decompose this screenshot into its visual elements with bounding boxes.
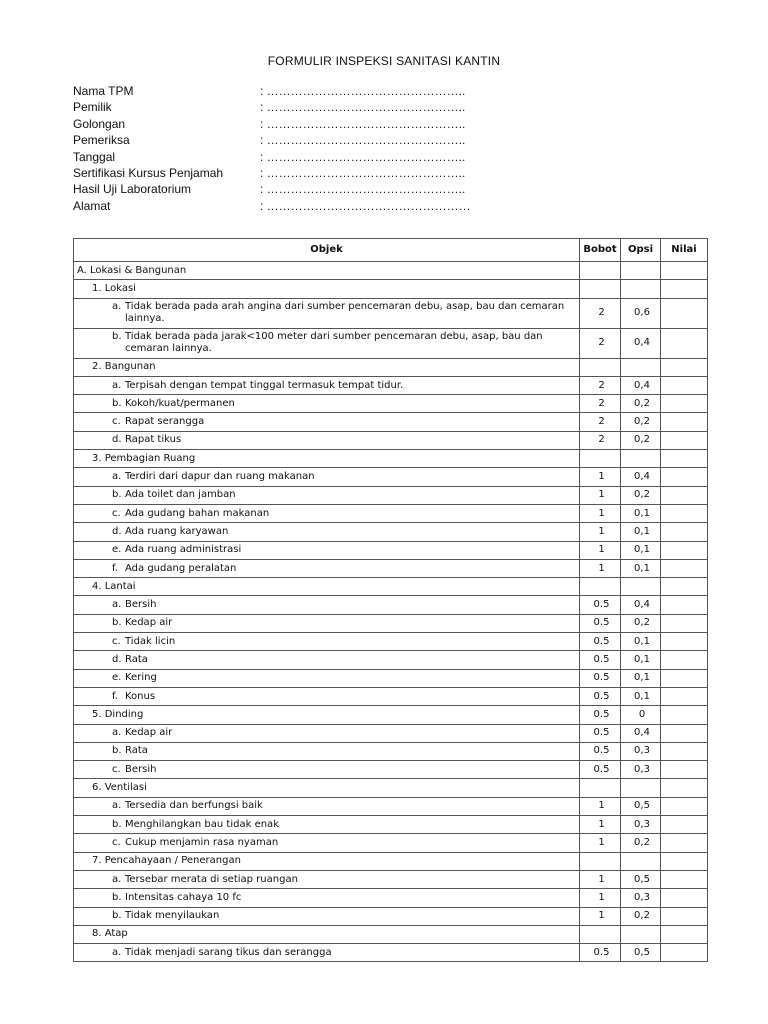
opsi-cell: 0,4 — [621, 596, 661, 614]
item-label: a. — [112, 873, 122, 885]
item-text: Ada gudang peralatan — [125, 562, 237, 574]
objek-cell — [74, 280, 580, 298]
opsi-cell — [621, 925, 661, 943]
opsi-cell: 0,2 — [621, 907, 661, 925]
objek-cell — [74, 578, 580, 596]
header-bobot: Bobot — [580, 239, 621, 262]
subsection-heading: 5. Dinding — [92, 708, 144, 720]
opsi-cell: 0,3 — [621, 742, 661, 760]
opsi-cell: 0,1 — [621, 633, 661, 651]
objek-cell — [74, 395, 580, 413]
opsi-cell: 0,4 — [621, 468, 661, 486]
item-label: a. — [112, 599, 122, 611]
item-text: Tidak licin — [125, 635, 176, 647]
item-label: d. — [112, 653, 122, 665]
bobot-cell — [580, 358, 621, 376]
objek-cell — [74, 870, 580, 888]
objek-cell — [74, 450, 580, 468]
nilai-cell[interactable] — [661, 358, 708, 376]
objek-cell — [74, 889, 580, 907]
info-section — [73, 83, 471, 214]
opsi-cell — [621, 779, 661, 797]
nilai-cell[interactable] — [661, 633, 708, 651]
item-text: Ada toilet dan jamban — [125, 489, 236, 501]
table-row — [74, 262, 708, 280]
info-label: Hasil Uji Laboratorium — [73, 182, 192, 197]
item-text: Bersih — [125, 763, 157, 775]
objek-cell — [74, 596, 580, 614]
bobot-cell: 2 — [580, 298, 621, 328]
form-title: FORMULIR INSPEKSI SANITASI KANTIN — [267, 54, 501, 68]
table-row — [74, 870, 708, 888]
nilai-cell[interactable] — [661, 669, 708, 687]
item-label: b. — [112, 489, 122, 501]
item-label: c. — [112, 635, 121, 647]
objek-cell — [74, 486, 580, 504]
item-text: Tidak menyilaukan — [125, 910, 220, 922]
info-label: Nama TPM — [73, 84, 134, 98]
bobot-cell — [580, 578, 621, 596]
subsection-heading: 8. Atap — [92, 928, 128, 940]
objek-cell — [74, 907, 580, 925]
item-label: c. — [112, 763, 121, 775]
table-row — [74, 486, 708, 504]
nilai-cell[interactable] — [661, 614, 708, 632]
bobot-cell: 2 — [580, 413, 621, 431]
table-row — [74, 633, 708, 651]
nilai-cell[interactable] — [661, 298, 708, 328]
item-label: c. — [112, 416, 121, 428]
nilai-cell[interactable] — [661, 328, 708, 358]
opsi-cell: 0,3 — [621, 761, 661, 779]
nilai-cell[interactable] — [661, 376, 708, 394]
subsection-heading: 6. Ventilasi — [92, 782, 147, 794]
opsi-cell: 0,2 — [621, 413, 661, 431]
nilai-cell[interactable] — [661, 944, 708, 962]
info-row — [73, 198, 471, 214]
bobot-cell: 0.5 — [580, 633, 621, 651]
subsection-heading: 4. Lantai — [92, 580, 136, 592]
nilai-cell[interactable] — [661, 706, 708, 724]
item-label: e. — [112, 672, 122, 684]
item-label: d. — [112, 525, 122, 537]
table-row — [74, 706, 708, 724]
table-row — [74, 669, 708, 687]
item-label: a. — [112, 800, 122, 812]
item-label: c. — [112, 507, 121, 519]
bobot-cell: 0.5 — [580, 742, 621, 760]
info-label: Pemeriksa — [73, 133, 130, 148]
info-value-field[interactable]: : ………………………………………….. — [260, 149, 466, 164]
table-row — [74, 298, 708, 328]
info-value-field[interactable]: : ………………………………………….. — [260, 182, 466, 197]
info-value-field[interactable]: : ………………………………………….. — [260, 84, 466, 98]
subsection-heading: 2. Bangunan — [92, 361, 156, 373]
objek-cell — [74, 298, 580, 328]
item-label: e. — [112, 544, 122, 556]
bobot-cell — [580, 450, 621, 468]
opsi-cell: 0,1 — [621, 504, 661, 522]
bobot-cell: 0.5 — [580, 706, 621, 724]
opsi-cell: 0,1 — [621, 523, 661, 541]
info-value-field[interactable]: : ………………………………………….. — [260, 133, 466, 148]
bobot-cell: 0.5 — [580, 651, 621, 669]
table-row — [74, 523, 708, 541]
item-text: Konus — [125, 690, 156, 702]
info-label: Pemilik — [73, 100, 112, 115]
bobot-cell: 1 — [580, 797, 621, 815]
table-row — [74, 852, 708, 870]
table-row — [74, 504, 708, 522]
nilai-cell[interactable] — [661, 578, 708, 596]
opsi-cell: 0,5 — [621, 797, 661, 815]
objek-cell — [74, 834, 580, 852]
objek-cell — [74, 413, 580, 431]
objek-cell — [74, 742, 580, 760]
objek-cell — [74, 559, 580, 577]
item-label: f. — [112, 690, 118, 702]
nilai-cell[interactable] — [661, 541, 708, 559]
item-label: c. — [112, 836, 121, 848]
item-text: Ada gudang bahan makanan — [125, 507, 270, 519]
table-row — [74, 761, 708, 779]
opsi-cell: 0,3 — [621, 816, 661, 834]
opsi-cell: 0,2 — [621, 486, 661, 504]
nilai-cell[interactable] — [661, 889, 708, 907]
item-text: Tidak berada pada arah angina dari sumber pencemaran debu, asap, bau dan cemaran lainnya. — [125, 301, 565, 325]
item-label: b. — [112, 818, 122, 830]
table-row — [74, 395, 708, 413]
item-text: Kering — [125, 672, 157, 684]
info-row — [73, 99, 471, 115]
bobot-cell: 2 — [580, 376, 621, 394]
subsection-heading: 1. Lokasi — [92, 282, 136, 294]
item-label: f. — [112, 562, 118, 574]
bobot-cell: 2 — [580, 328, 621, 358]
item-text: Cukup menjamin rasa nyaman — [125, 836, 279, 848]
table-row — [74, 450, 708, 468]
info-row — [73, 149, 471, 165]
item-text: Tersedia dan berfungsi baik — [125, 800, 263, 812]
bobot-cell — [580, 779, 621, 797]
item-text: Tersebar merata di setiap ruangan — [125, 873, 298, 885]
nilai-cell[interactable] — [661, 816, 708, 834]
item-label: b. — [112, 910, 122, 922]
bobot-cell: 0.5 — [580, 669, 621, 687]
opsi-cell: 0 — [621, 706, 661, 724]
bobot-cell: 0.5 — [580, 596, 621, 614]
item-text: Intensitas cahaya 10 fc — [125, 891, 242, 903]
item-text: Rapat tikus — [125, 434, 182, 446]
table-row — [74, 614, 708, 632]
info-value-field[interactable]: : ………………………………………….. — [260, 116, 466, 131]
objek-cell — [74, 761, 580, 779]
opsi-cell — [621, 280, 661, 298]
table-row — [74, 907, 708, 925]
opsi-cell — [621, 450, 661, 468]
item-label: b. — [112, 617, 122, 629]
table-row — [74, 797, 708, 815]
opsi-cell — [621, 262, 661, 280]
nilai-cell[interactable] — [661, 280, 708, 298]
nilai-cell[interactable] — [661, 724, 708, 742]
nilai-cell[interactable] — [661, 431, 708, 449]
table-header-row — [74, 239, 708, 262]
table-row — [74, 358, 708, 376]
opsi-cell: 0,2 — [621, 431, 661, 449]
bobot-cell: 1 — [580, 907, 621, 925]
objek-cell — [74, 852, 580, 870]
info-label: Alamat — [73, 198, 111, 213]
objek-cell — [74, 724, 580, 742]
nilai-cell[interactable] — [661, 925, 708, 943]
opsi-cell: 0,1 — [621, 541, 661, 559]
header-nilai: Nilai — [661, 239, 708, 262]
info-label: Sertifikasi Kursus Penjamah — [73, 165, 224, 180]
bobot-cell — [580, 280, 621, 298]
bobot-cell: 0.5 — [580, 687, 621, 705]
bobot-cell: 1 — [580, 468, 621, 486]
nilai-cell[interactable] — [661, 468, 708, 486]
opsi-cell: 0,2 — [621, 834, 661, 852]
table-row — [74, 431, 708, 449]
bobot-cell: 0.5 — [580, 614, 621, 632]
objek-cell — [74, 504, 580, 522]
objek-cell — [74, 328, 580, 358]
table-row — [74, 889, 708, 907]
item-label: b. — [112, 745, 122, 757]
opsi-cell: 0,2 — [621, 395, 661, 413]
objek-cell — [74, 358, 580, 376]
opsi-cell: 0,3 — [621, 889, 661, 907]
bobot-cell: 1 — [580, 541, 621, 559]
opsi-cell: 0,1 — [621, 669, 661, 687]
info-label: Golongan — [73, 116, 126, 131]
item-label: a. — [112, 946, 122, 958]
nilai-cell[interactable] — [661, 262, 708, 280]
objek-cell — [74, 925, 580, 943]
nilai-cell[interactable] — [661, 834, 708, 852]
table-row — [74, 651, 708, 669]
table-row — [74, 925, 708, 943]
bobot-cell: 2 — [580, 431, 621, 449]
nilai-cell[interactable] — [661, 852, 708, 870]
item-text: Kedap air — [125, 727, 173, 739]
objek-cell — [74, 376, 580, 394]
objek-cell — [74, 541, 580, 559]
objek-cell — [74, 669, 580, 687]
info-value-field[interactable]: : …………………………………………… — [260, 198, 471, 213]
table-row — [74, 328, 708, 358]
info-value-field[interactable]: : ………………………………………….. — [260, 100, 466, 115]
item-text: Rata — [125, 653, 148, 665]
nilai-cell[interactable] — [661, 779, 708, 797]
table-row — [74, 816, 708, 834]
item-text: Tidak berada pada jarak<100 meter dari sumber pencemaran debu, asap, bau dan cemaran lainnya. — [125, 331, 543, 355]
bobot-cell: 1 — [580, 889, 621, 907]
header-objek: Objek — [74, 239, 580, 262]
item-label: d. — [112, 434, 122, 446]
item-label: b. — [112, 891, 122, 903]
table-row — [74, 834, 708, 852]
table-row — [74, 376, 708, 394]
nilai-cell[interactable] — [661, 797, 708, 815]
item-label: a. — [112, 379, 122, 391]
item-label: a. — [112, 727, 122, 739]
table-row — [74, 724, 708, 742]
bobot-cell: 1 — [580, 816, 621, 834]
bobot-cell — [580, 262, 621, 280]
item-text: Terdiri dari dapur dan ruang makanan — [125, 471, 315, 483]
objek-cell — [74, 262, 580, 280]
objek-cell — [74, 614, 580, 632]
info-row — [73, 132, 471, 148]
subsection-heading: 3. Pembagian Ruang — [92, 452, 196, 464]
info-row — [73, 83, 471, 99]
bobot-cell: 2 — [580, 395, 621, 413]
table-row — [74, 742, 708, 760]
objek-cell — [74, 523, 580, 541]
objek-cell — [74, 706, 580, 724]
opsi-cell: 0,5 — [621, 870, 661, 888]
info-row — [73, 116, 471, 132]
objek-cell — [74, 468, 580, 486]
bobot-cell: 1 — [580, 559, 621, 577]
table-row — [74, 541, 708, 559]
objek-cell — [74, 651, 580, 669]
opsi-cell: 0,5 — [621, 944, 661, 962]
nilai-cell[interactable] — [661, 504, 708, 522]
opsi-cell: 0,1 — [621, 651, 661, 669]
bobot-cell: 1 — [580, 486, 621, 504]
inspection-table — [73, 238, 708, 962]
info-label: Tanggal — [73, 149, 116, 164]
item-text: Kedap air — [125, 617, 173, 629]
item-text: Ada ruang karyawan — [125, 525, 229, 537]
table-row — [74, 779, 708, 797]
objek-cell — [74, 633, 580, 651]
opsi-cell: 0,6 — [621, 298, 661, 328]
header-opsi: Opsi — [621, 239, 661, 262]
nilai-cell[interactable] — [661, 596, 708, 614]
objek-cell — [74, 944, 580, 962]
item-text: Terpisah dengan tempat tinggal termasuk tempat tidur. — [125, 379, 404, 391]
opsi-cell: 0,2 — [621, 614, 661, 632]
opsi-cell — [621, 358, 661, 376]
bobot-cell — [580, 852, 621, 870]
opsi-cell: 0,4 — [621, 376, 661, 394]
table-row — [74, 596, 708, 614]
bobot-cell: 1 — [580, 870, 621, 888]
item-text: Kokoh/kuat/permanen — [125, 397, 235, 409]
table-row — [74, 944, 708, 962]
bobot-cell — [580, 925, 621, 943]
item-label: a. — [112, 301, 122, 313]
item-label: b. — [112, 331, 122, 343]
nilai-cell[interactable] — [661, 742, 708, 760]
table-row — [74, 559, 708, 577]
nilai-cell[interactable] — [661, 559, 708, 577]
nilai-cell[interactable] — [661, 413, 708, 431]
nilai-cell[interactable] — [661, 907, 708, 925]
nilai-cell[interactable] — [661, 450, 708, 468]
section-heading: A. Lokasi & Bangunan — [77, 264, 187, 276]
item-text: Bersih — [125, 599, 157, 611]
table-body — [74, 262, 708, 962]
nilai-cell[interactable] — [661, 870, 708, 888]
bobot-cell: 0.5 — [580, 724, 621, 742]
nilai-cell[interactable] — [661, 486, 708, 504]
objek-cell — [74, 431, 580, 449]
bobot-cell: 0.5 — [580, 761, 621, 779]
bobot-cell: 0.5 — [580, 944, 621, 962]
opsi-cell — [621, 578, 661, 596]
item-text: Rapat serangga — [125, 416, 205, 428]
objek-cell — [74, 816, 580, 834]
nilai-cell[interactable] — [661, 761, 708, 779]
bobot-cell: 1 — [580, 504, 621, 522]
item-label: a. — [112, 471, 122, 483]
item-text: Ada ruang administrasi — [125, 544, 242, 556]
item-text: Tidak menjadi sarang tikus dan serangga — [125, 946, 332, 958]
bobot-cell: 1 — [580, 523, 621, 541]
bobot-cell: 1 — [580, 834, 621, 852]
objek-cell — [74, 797, 580, 815]
nilai-cell[interactable] — [661, 523, 708, 541]
nilai-cell[interactable] — [661, 395, 708, 413]
table-row — [74, 578, 708, 596]
opsi-cell — [621, 852, 661, 870]
opsi-cell: 0,4 — [621, 328, 661, 358]
table-row — [74, 468, 708, 486]
item-text: Menghilangkan bau tidak enak — [125, 818, 279, 830]
nilai-cell[interactable] — [661, 651, 708, 669]
opsi-cell: 0,1 — [621, 687, 661, 705]
table-row — [74, 413, 708, 431]
objek-cell — [74, 779, 580, 797]
nilai-cell[interactable] — [661, 687, 708, 705]
item-text: Rata — [125, 745, 148, 757]
item-label: b. — [112, 397, 122, 409]
opsi-cell: 0,4 — [621, 724, 661, 742]
opsi-cell: 0,1 — [621, 559, 661, 577]
subsection-heading: 7. Pencahayaan / Penerangan — [92, 855, 241, 867]
info-row — [73, 165, 471, 181]
info-row — [73, 181, 471, 197]
table-row — [74, 280, 708, 298]
objek-cell — [74, 687, 580, 705]
info-value-field[interactable]: : ………………………………………….. — [260, 165, 466, 180]
table-row — [74, 687, 708, 705]
